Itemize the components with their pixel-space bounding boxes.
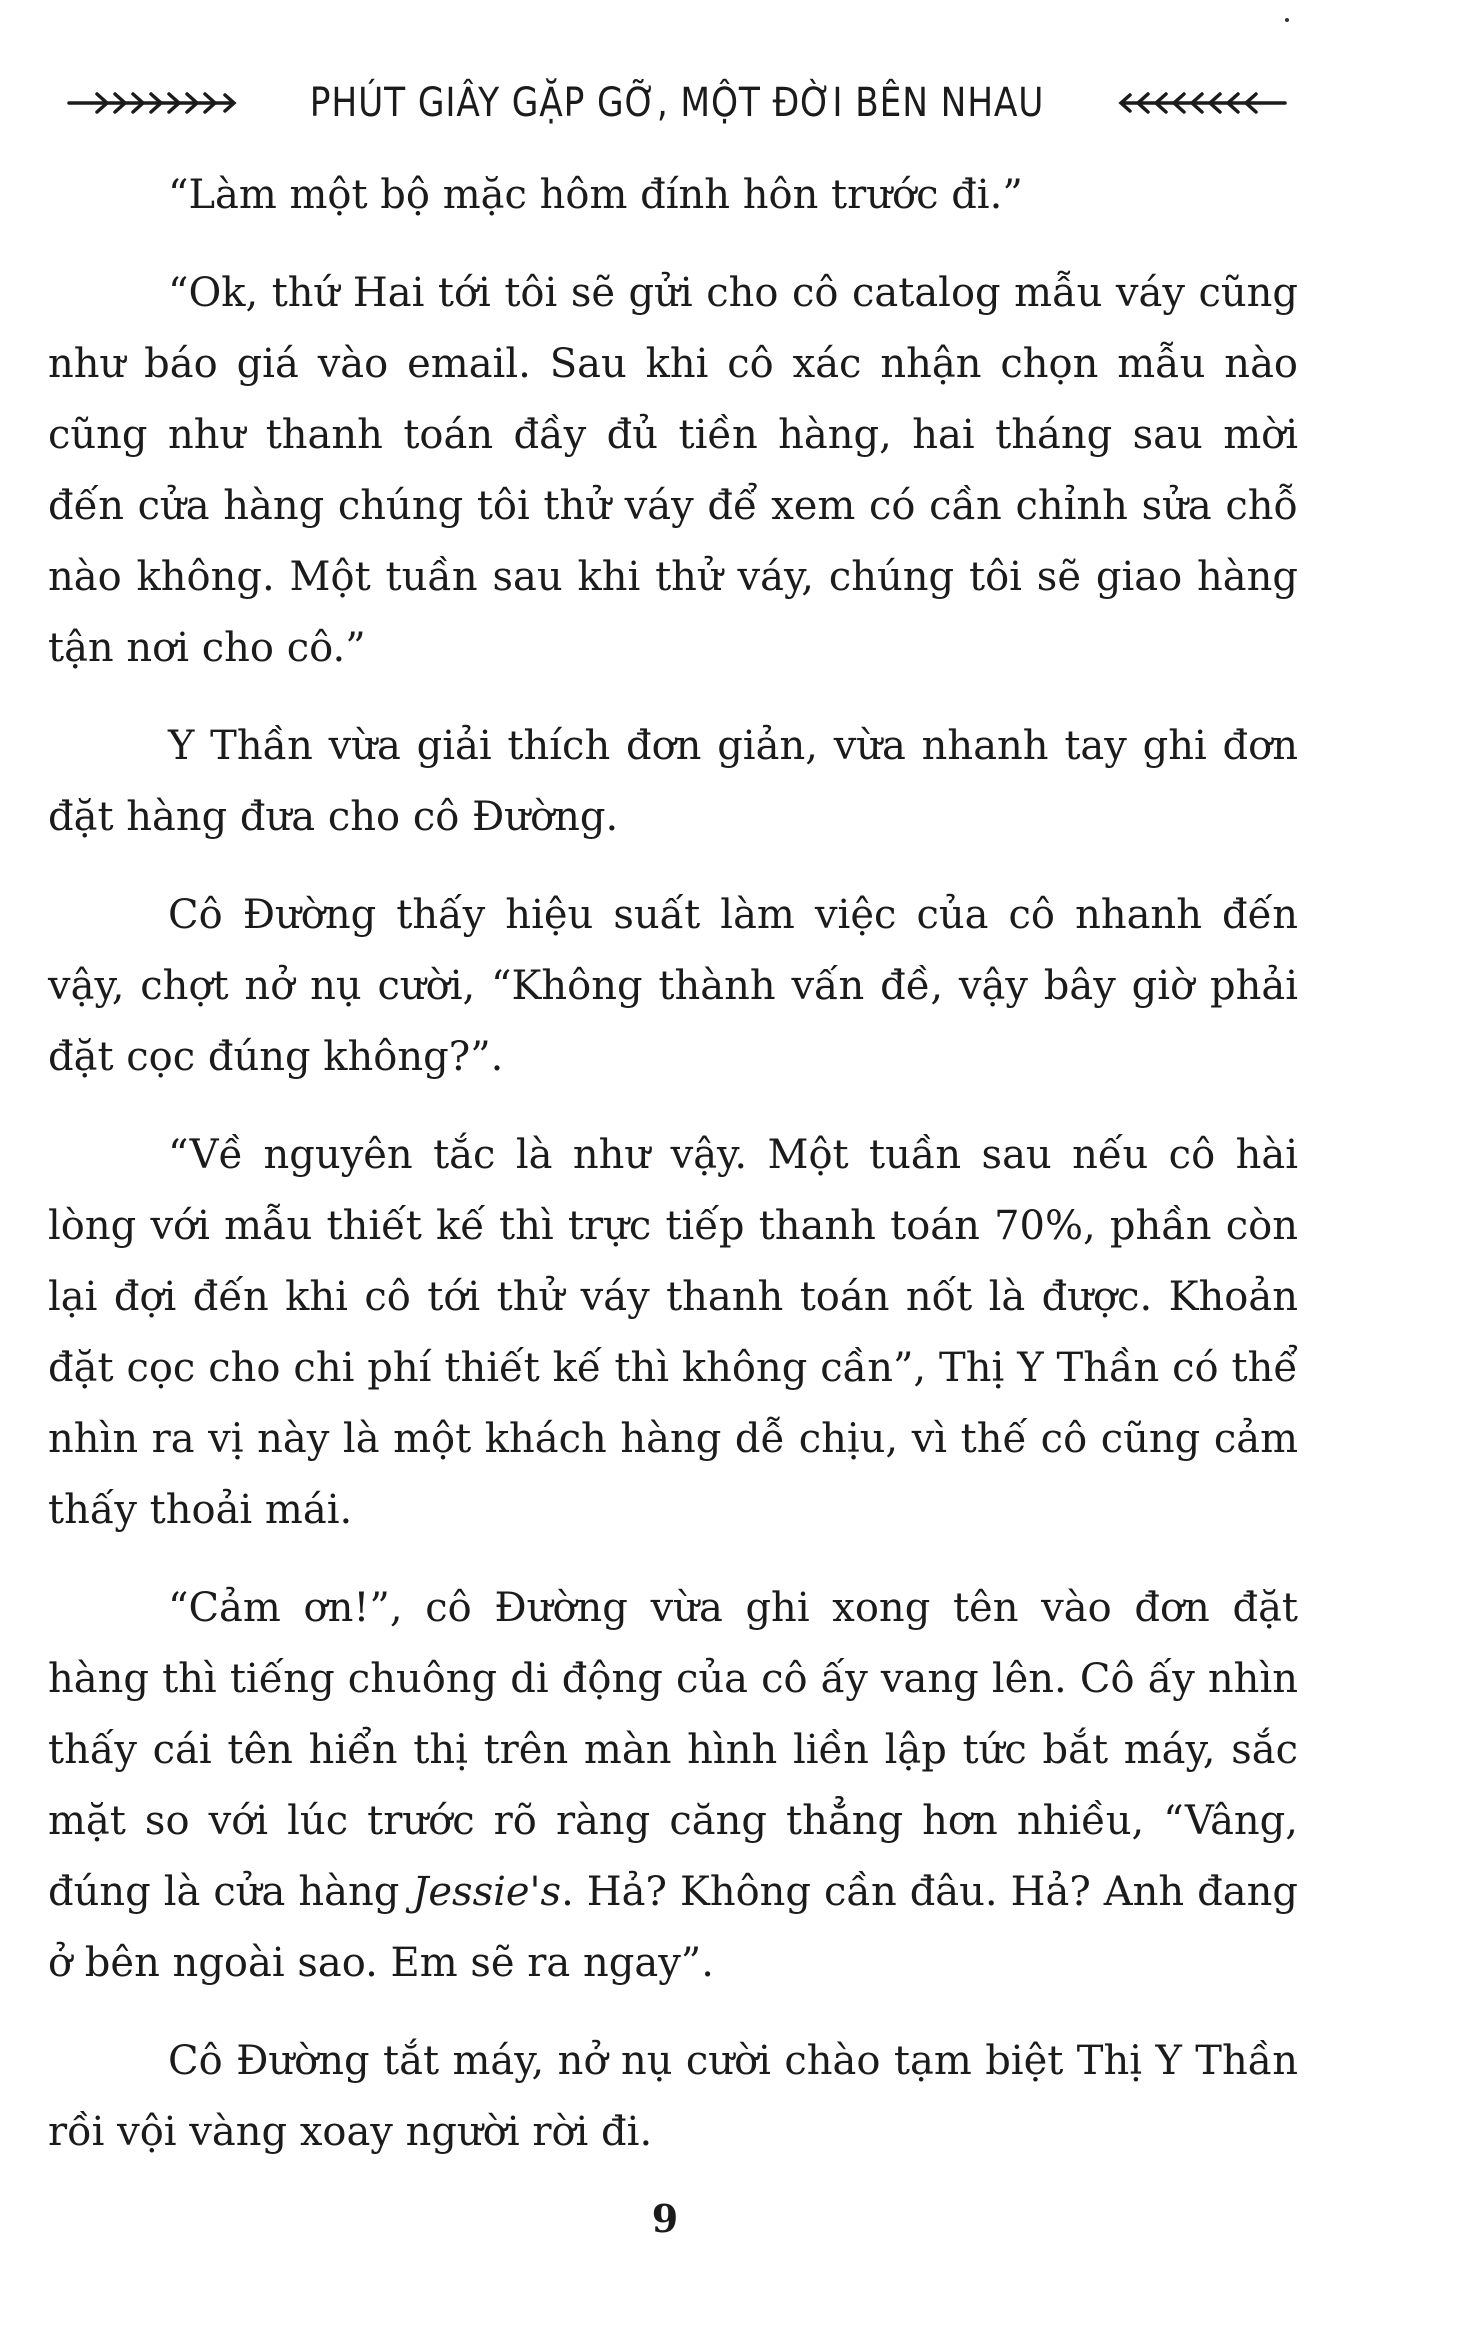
paragraph: Cô Đường tắt máy, nở nụ cười chào tạm biệt Thị Y Thần rồi vội vàng xoay người rời đi. — [48, 2038, 1298, 2155]
header-title: PHÚT GIÂY GẶP GỠ, MỘT ĐỜI BÊN NHAU — [309, 80, 1045, 126]
paragraph: Cô Đường thấy hiệu suất làm việc của cô nhanh đến vậy, chợt nở nụ cười, “Không thành vấn đề, vậy bây giờ phải đặt cọc đúng không?”. — [48, 892, 1298, 1080]
page-number: 9 — [651, 2196, 679, 2241]
italic-shop-name: Jessie's — [412, 1869, 562, 1915]
paragraph: “Về nguyên tắc là như vậy. Một tuần sau nếu cô hài lòng với mẫu thiết kế thì trực tiếp thanh toán 70%, phần còn lại đợi đến khi cô tới thử váy thanh toán nốt là được. Khoản đặt cọc cho chi phí thiết kế thì không cần”, Thị Y Thần có thể nhìn ra vị này là một khách hàng dễ chịu, vì thế cô cũng cảm thấy thoải mái. — [48, 1132, 1298, 1533]
paragraph-text: “Cảm ơn!”, cô Đường vừa ghi xong tên vào đơn đặt hàng thì tiếng chuông di động của cô ấy vang lên. Cô ấy nhìn thấy cái tên hiển thị trên màn hình liền lập tức bắt máy, sắc mặt so với lúc trước rõ ràng căng thẳng hơn nhiều, “Vâng, đúng là cửa hàng — [48, 1585, 1298, 1915]
paragraph: Y Thần vừa giải thích đơn giản, vừa nhanh tay ghi đơn đặt hàng đưa cho cô Đường. — [48, 723, 1298, 840]
running-header — [72, 68, 1282, 138]
arrow-feather-left-icon — [1112, 83, 1287, 123]
paragraph-text: . Hả? Không cần đâu. Hả? Anh đang ở bên ngoài sao. Em sẽ ra ngay”. — [48, 1869, 1298, 1986]
paragraph: “Làm một bộ mặc hôm đính hôn trước đi.” — [168, 172, 1023, 218]
scan-speck — [1285, 18, 1289, 22]
paragraph-with-italic — [48, 1573, 1298, 1999]
body-text — [48, 160, 1298, 2195]
paragraph: “Ok, thứ Hai tới tôi sẽ gửi cho cô catalog mẫu váy cũng như báo giá vào email. Sau khi cô xác nhận chọn mẫu nào cũng như thanh toán đầy đủ tiền hàng, hai tháng sau mời đến cửa hàng chúng tôi thử váy để xem có cần chỉnh sửa chỗ nào không. Một tuần sau khi thử váy, chúng tôi sẽ giao hàng tận nơi cho cô.” — [48, 270, 1298, 671]
arrow-feather-right-icon — [67, 83, 242, 123]
